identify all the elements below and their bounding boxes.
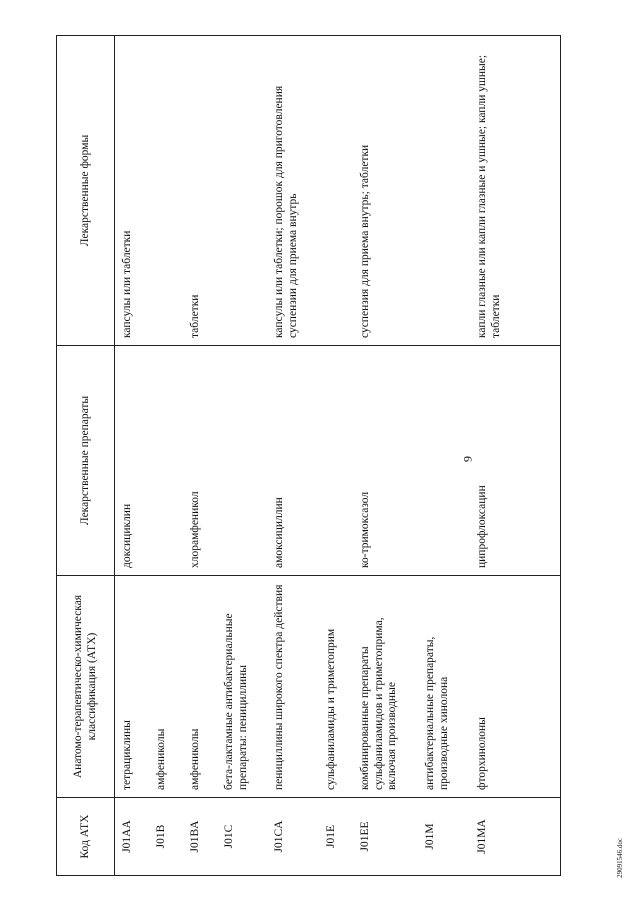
atc-classification: амфениколы <box>183 576 217 798</box>
drug-name: доксициклин <box>115 346 150 576</box>
header-code: Код АТХ <box>57 798 115 876</box>
table-row <box>217 36 267 876</box>
dosage-form <box>418 36 470 346</box>
header-forms: Лекарственные формы <box>57 36 115 346</box>
dosage-form: капсулы или таблетки <box>115 36 150 346</box>
atc-code: J01MA <box>470 798 561 876</box>
dosage-form <box>149 36 183 346</box>
table-row <box>470 36 561 876</box>
document-id: 29091546.doc <box>616 838 624 878</box>
atc-classification: комбинированные препараты сульфаниламидов и триметоприма, включая производные <box>353 576 418 798</box>
atc-classification: фторхинолоны <box>470 576 561 798</box>
page-number: 9 <box>460 456 475 462</box>
atc-code: J01B <box>149 798 183 876</box>
drug-name: амоксициллин <box>267 346 319 576</box>
atc-code: J01C <box>217 798 267 876</box>
drug-classification-table <box>56 35 561 876</box>
table-row <box>418 36 470 876</box>
atc-classification: тетрациклины <box>115 576 150 798</box>
drug-name <box>217 346 267 576</box>
drug-name <box>149 346 183 576</box>
table-row <box>115 36 150 876</box>
rotated-table-container <box>56 36 582 876</box>
atc-code: J01BA <box>183 798 217 876</box>
drug-name <box>418 346 470 576</box>
dosage-form: суспензия для приема внутрь; таблетки <box>353 36 418 346</box>
atc-code: J01CA <box>267 798 319 876</box>
table-row <box>149 36 183 876</box>
dosage-form: капли глазные или капли глазные и ушные; капли ушные; таблетки <box>470 36 561 346</box>
table-row <box>267 36 319 876</box>
drug-name: ко-тримоксазол <box>353 346 418 576</box>
atc-classification: бета-лактамные антибактериальные препараты: пенициллины <box>217 576 267 798</box>
dosage-form <box>217 36 267 346</box>
atc-code: J01EE <box>353 798 418 876</box>
dosage-form: капсулы или таблетки; порошок для приготовления суспензии для приема внутрь <box>267 36 319 346</box>
dosage-form: таблетки <box>183 36 217 346</box>
header-drugs: Лекарственные препараты <box>57 346 115 576</box>
atc-classification: сульфаниламиды и триметоприм <box>319 576 353 798</box>
header-classification: Анатомо-терапевтическо-химическая классификация (АТХ) <box>57 576 115 798</box>
atc-classification: антибактериальные препараты, производные хинолона <box>418 576 470 798</box>
atc-code: J01E <box>319 798 353 876</box>
table-row <box>319 36 353 876</box>
atc-code: J01M <box>418 798 470 876</box>
atc-classification: пенициллины широкого спектра действия <box>267 576 319 798</box>
dosage-form <box>319 36 353 346</box>
table-header-row <box>57 36 115 876</box>
drug-name: хлорамфеникол <box>183 346 217 576</box>
atc-classification: амфениколы <box>149 576 183 798</box>
drug-name <box>319 346 353 576</box>
atc-code: J01AA <box>115 798 150 876</box>
table-row <box>183 36 217 876</box>
table-row <box>353 36 418 876</box>
drug-name: ципрофлоксацин <box>470 346 561 576</box>
